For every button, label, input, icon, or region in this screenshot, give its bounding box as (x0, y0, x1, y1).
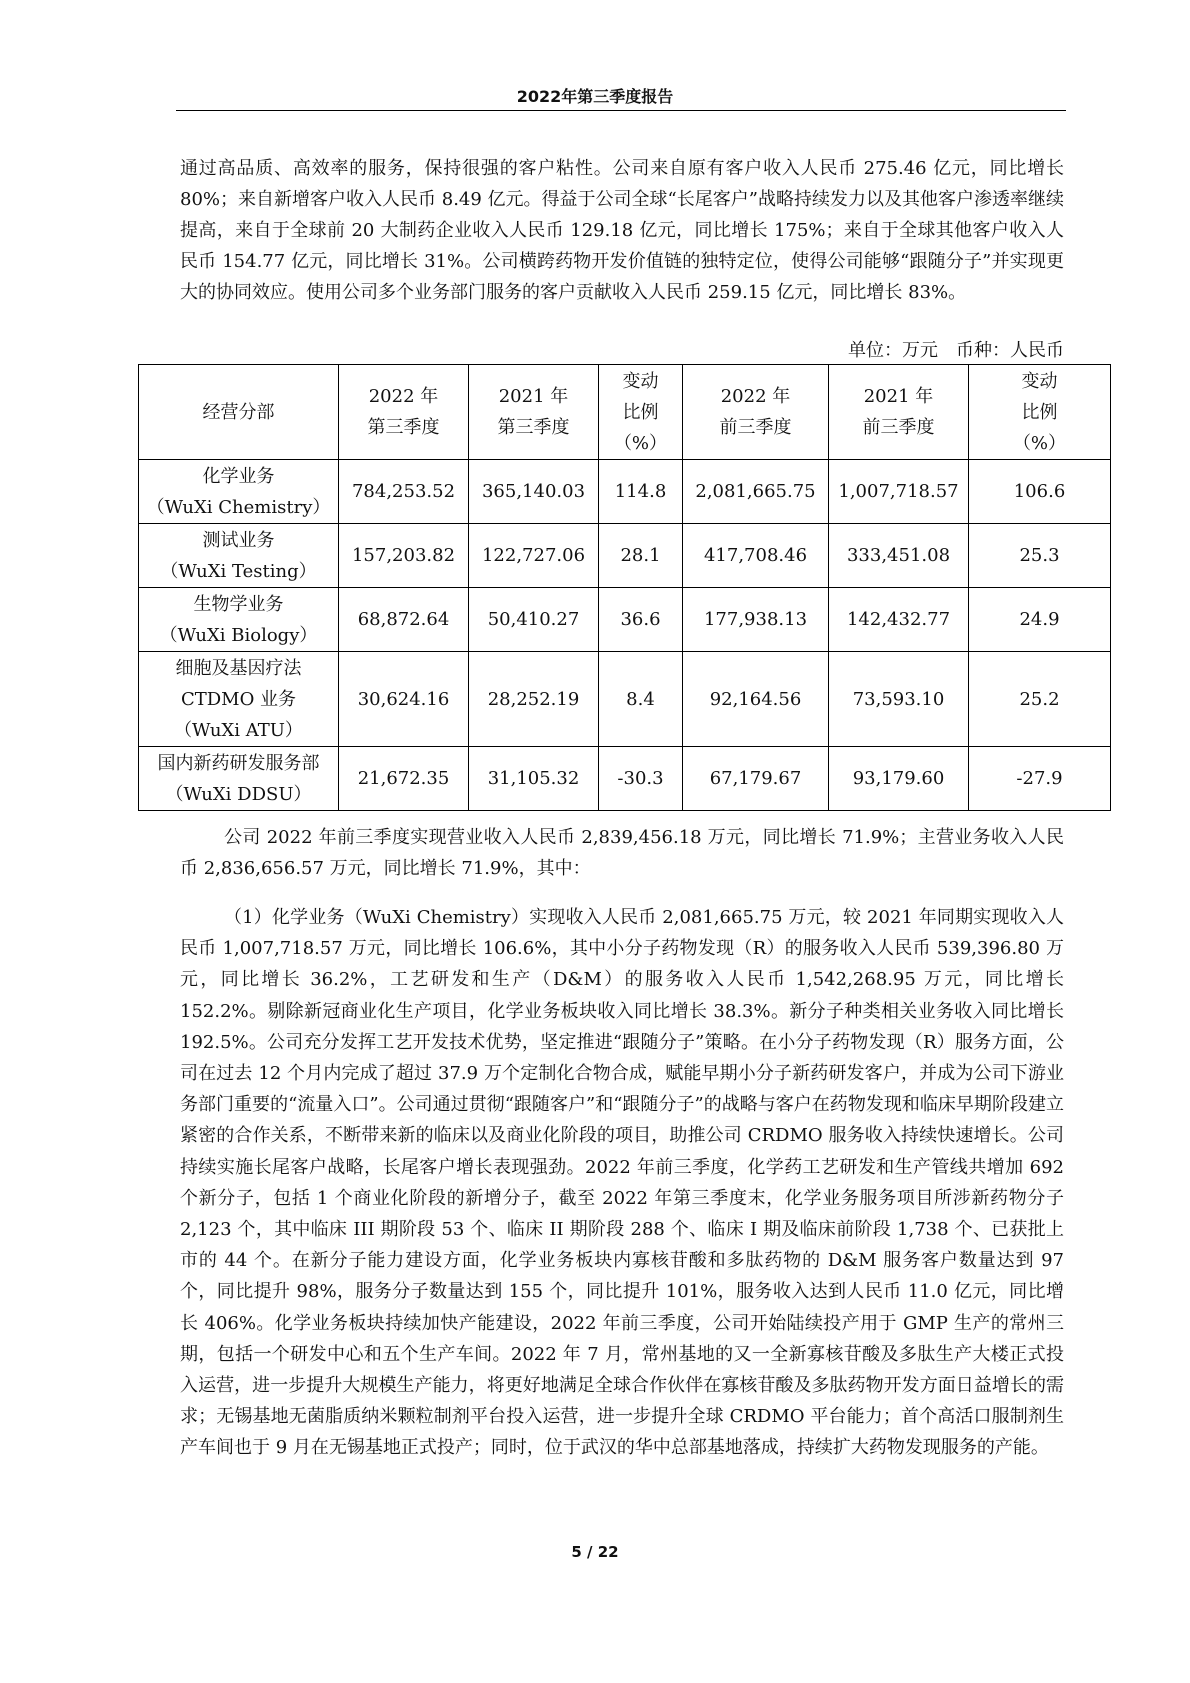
page-number: 5 / 22 (571, 1543, 619, 1561)
table-row (139, 524, 1111, 588)
q3-2021-cell: 31,105.32 (469, 747, 599, 811)
q3-2022-cell: 157,203.82 (339, 524, 469, 588)
header-ytd-2022: 2022 年 前三季度 (683, 365, 829, 460)
ytd-change-cell: -27.9 (969, 747, 1111, 811)
q3-2021-cell: 122,727.06 (469, 524, 599, 588)
table-row (139, 588, 1111, 652)
header-rule (176, 110, 1066, 111)
segment-name-cell: 测试业务 （WuXi Testing） (139, 524, 339, 588)
q3-change-cell: 28.1 (599, 524, 683, 588)
ytd-2021-cell: 333,451.08 (829, 524, 969, 588)
ytd-2022-cell: 177,938.13 (683, 588, 829, 652)
q3-change-cell: -30.3 (599, 747, 683, 811)
q3-change-cell: 8.4 (599, 652, 683, 747)
q3-2021-cell: 365,140.03 (469, 460, 599, 524)
ytd-2021-cell: 73,593.10 (829, 652, 969, 747)
header-ytd-change: 变动 比例 （%） (969, 365, 1111, 460)
q3-2022-cell: 21,672.35 (339, 747, 469, 811)
ytd-2021-cell: 93,179.60 (829, 747, 969, 811)
header-q3-2021: 2021 年 第三季度 (469, 365, 599, 460)
q3-change-cell: 36.6 (599, 588, 683, 652)
q3-2022-cell: 68,872.64 (339, 588, 469, 652)
header-ytd-2021: 2021 年 前三季度 (829, 365, 969, 460)
ytd-2022-cell: 67,179.67 (683, 747, 829, 811)
q3-2021-cell: 28,252.19 (469, 652, 599, 747)
customer-revenue-paragraph: 通过高品质、高效率的服务，保持很强的客户粘性。公司来自原有客户收入人民币 275.46 亿元，同比增长 80%；来自新增客户收入人民币 8.49 亿元。得益于公司全球“长尾客户”战略持续发力以及其他客户渗透率继续提高，来自于全球前 20 大制药企业收入人民币 129.18 亿元，同比增长 175%；来自于全球其他客户收入人民币 154.77 亿元，同比增长 31%。公司横跨药物开发价值链的独特定位，使得公司能够“跟随分子”并实现更大的协同效应。使用公司多个业务部门服务的客户贡献收入人民币 259.15 亿元，同比增长 83%。 (180, 158, 1064, 303)
header-segment: 经营分部 (139, 365, 339, 460)
ytd-change-cell: 25.3 (969, 524, 1111, 588)
ytd-change-cell: 106.6 (969, 460, 1111, 524)
chemistry-segment-paragraph: （1）化学业务（WuXi Chemistry）实现收入人民币 2,081,665.75 万元，较 2021 年同期实现收入人民币 1,007,718.57 万元，同比增长 106.6%，其中小分子药物发现（R）的服务收入人民币 539,396.80 万元，同比增长 36.2%，工艺研发和生产（D&M）的服务收入人民币 1,542,268.95 万元，同比增长 152.2%。剔除新冠商业化生产项目，化学业务板块收入同比增长 38.3%。新分子种类相关业务收入同比增长 192.5%。公司充分发挥工艺开发技术优势，坚定推进“跟随分子”策略。在小分子药物发现（R）服务方面，公司在过去 12 个月内完成了超过 37.9 万个定制化合物合成，赋能早期小分子新药研发客户，并成为公司下游业务部门重要的“流量入口”。公司通过贯彻“跟随客户”和“跟随分子”的战略与客户在药物发现和临床早期阶段建立紧密的合作关系，不断带来新的临床以及商业化阶段的项目，助推公司 CRDMO 服务收入持续快速增长。公司持续实施长尾客户战略，长尾客户增长表现强劲。2022 年前三季度，化学药工艺研发和生产管线共增加 692 个新分子，包括 1 个商业化阶段的新增分子，截至 2022 年第三季度末，化学业务服务项目所涉新药物分子 2,123 个，其中临床 III 期阶段 53 个、临床 II 期阶段 288 个、临床 I 期及临床前阶段 1,738 个、已获批上市的 44 个。在新分子能力建设方面，化学业务板块内寡核苷酸和多肽药物的 D&M 服务客户数量达到 97 个，同比提升 98%，服务分子数量达到 155 个，同比提升 101%，服务收入达到人民币 11.0 亿元，同比增长 406%。化学业务板块持续加快产能建设，2022 年前三季度，公司开始陆续投产用于 GMP 生产的常州三期，包括一个研发中心和五个生产车间。2022 年 7 月，常州基地的又一全新寡核苷酸及多肽生产大楼正式投入运营，进一步提升大规模生产能力，将更好地满足全球合作伙伴在寡核苷酸及多肽药物开发方面日益增长的需求；无锡基地无菌脂质纳米颗粒制剂平台投入运营，进一步提升全球 CRDMO 平台能力；首个高活口服制剂生产车间也于 9 月在无锡基地正式投产；同时，位于武汉的华中总部基地落成，持续扩大药物发现服务的产能。 (180, 907, 1064, 1459)
ytd-change-cell: 24.9 (969, 588, 1111, 652)
ytd-2022-cell: 2,081,665.75 (683, 460, 829, 524)
ytd-2022-cell: 92,164.56 (683, 652, 829, 747)
table-row (139, 747, 1111, 811)
q3-2021-cell: 50,410.27 (469, 588, 599, 652)
table-row (139, 460, 1111, 524)
report-header-title: 2022年第三季度报告 (516, 87, 674, 106)
q3-change-cell: 114.8 (599, 460, 683, 524)
table-header-row (139, 365, 1111, 460)
q3-2022-cell: 784,253.52 (339, 460, 469, 524)
segment-name-cell: 细胞及基因疗法 CTDMO 业务 （WuXi ATU） (139, 652, 339, 747)
ytd-2022-cell: 417,708.46 (683, 524, 829, 588)
ytd-2021-cell: 142,432.77 (829, 588, 969, 652)
ytd-2021-cell: 1,007,718.57 (829, 460, 969, 524)
segment-name-cell: 化学业务 （WuXi Chemistry） (139, 460, 339, 524)
header-q3-change: 变动 比例 （%） (599, 365, 683, 460)
segment-name-cell: 生物学业务 （WuXi Biology） (139, 588, 339, 652)
segment-revenue-table (138, 364, 1111, 811)
total-revenue-paragraph: 公司 2022 年前三季度实现营业收入人民币 2,839,456.18 万元，同比增长 71.9%；主营业务收入人民币 2,836,656.57 万元，同比增长 71.9%，其中： (180, 827, 1064, 879)
table-unit-line: 单位：万元 币种：人民币 (848, 340, 1064, 361)
header-q3-2022: 2022 年 第三季度 (339, 365, 469, 460)
segment-name-cell: 国内新药研发服务部 （WuXi DDSU） (139, 747, 339, 811)
table-row (139, 652, 1111, 747)
q3-2022-cell: 30,624.16 (339, 652, 469, 747)
ytd-change-cell: 25.2 (969, 652, 1111, 747)
